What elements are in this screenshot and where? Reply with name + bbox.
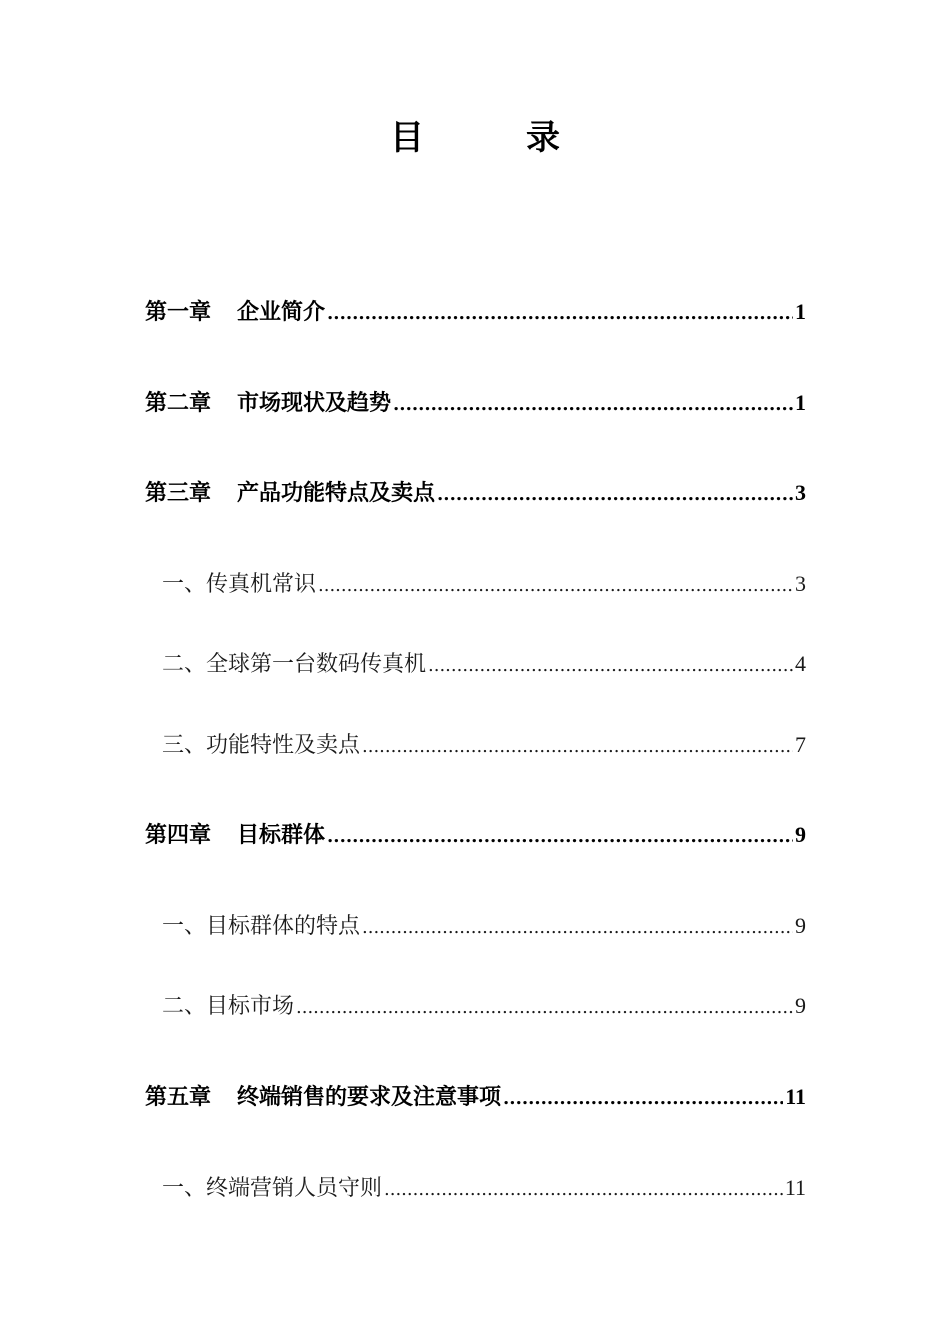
toc-chapter-2[interactable] xyxy=(145,383,806,423)
chapter-number: 第五章 xyxy=(145,1084,212,1110)
toc-section-4-1[interactable] xyxy=(162,906,806,946)
chapter-number: 第四章 xyxy=(145,822,212,848)
toc-chapter-3[interactable] xyxy=(145,473,806,513)
toc-chapter-1[interactable] xyxy=(145,292,806,332)
section-title: 三、功能特性及卖点 xyxy=(162,733,361,758)
toc-entry-label xyxy=(145,1077,501,1117)
section-title: 二、全球第一台数码传真机 xyxy=(162,652,427,677)
dot-leader xyxy=(384,1169,783,1210)
toc-entry-label xyxy=(145,473,435,513)
page-number: 9 xyxy=(795,993,806,1018)
chapter-title: 产品功能特点及卖点 xyxy=(237,480,436,506)
section-title: 一、目标群体的特点 xyxy=(162,914,361,939)
chapter-number: 第三章 xyxy=(145,480,212,506)
toc-section-4-2[interactable] xyxy=(162,986,806,1026)
chapter-title: 终端销售的要求及注意事项 xyxy=(237,1084,502,1110)
toc-section-5-1[interactable] xyxy=(162,1168,806,1208)
dot-leader xyxy=(362,726,793,767)
page-number: 3 xyxy=(795,571,806,596)
dot-leader xyxy=(393,383,793,425)
toc-section-3-2[interactable] xyxy=(162,644,806,684)
page-title: 目 录 xyxy=(390,118,594,158)
dot-leader xyxy=(503,1077,783,1119)
dot-leader xyxy=(362,907,793,948)
page-number: 4 xyxy=(795,651,806,676)
section-title: 一、传真机常识 xyxy=(162,572,317,597)
page-number: 1 xyxy=(795,390,806,415)
page-number: 9 xyxy=(795,822,806,847)
toc-section-3-1[interactable] xyxy=(162,564,806,604)
dot-leader xyxy=(327,815,793,857)
chapter-title: 目标群体 xyxy=(237,822,326,848)
dot-leader xyxy=(437,473,793,515)
toc-entry-label xyxy=(145,815,325,855)
dot-leader xyxy=(327,292,793,334)
toc-entry-label xyxy=(145,292,325,332)
chapter-title: 市场现状及趋势 xyxy=(237,390,392,416)
toc-section-3-3[interactable] xyxy=(162,725,806,765)
page-number: 9 xyxy=(795,913,806,938)
page-number: 1 xyxy=(795,299,806,324)
toc-chapter-5[interactable] xyxy=(145,1077,806,1117)
page-number: 11 xyxy=(785,1084,806,1109)
section-title: 一、终端营销人员守则 xyxy=(162,1176,383,1201)
section-title: 二、目标市场 xyxy=(162,994,295,1019)
dot-leader xyxy=(318,565,793,606)
chapter-title: 企业简介 xyxy=(237,299,326,325)
dot-leader xyxy=(428,645,793,686)
chapter-number: 第一章 xyxy=(145,299,212,325)
page-number: 7 xyxy=(795,732,806,757)
toc-chapter-4[interactable] xyxy=(145,815,806,855)
page-number: 11 xyxy=(784,1175,806,1200)
toc-entry-label xyxy=(145,383,391,423)
page-number: 3 xyxy=(795,480,806,505)
chapter-number: 第二章 xyxy=(145,390,212,416)
dot-leader xyxy=(296,987,793,1028)
